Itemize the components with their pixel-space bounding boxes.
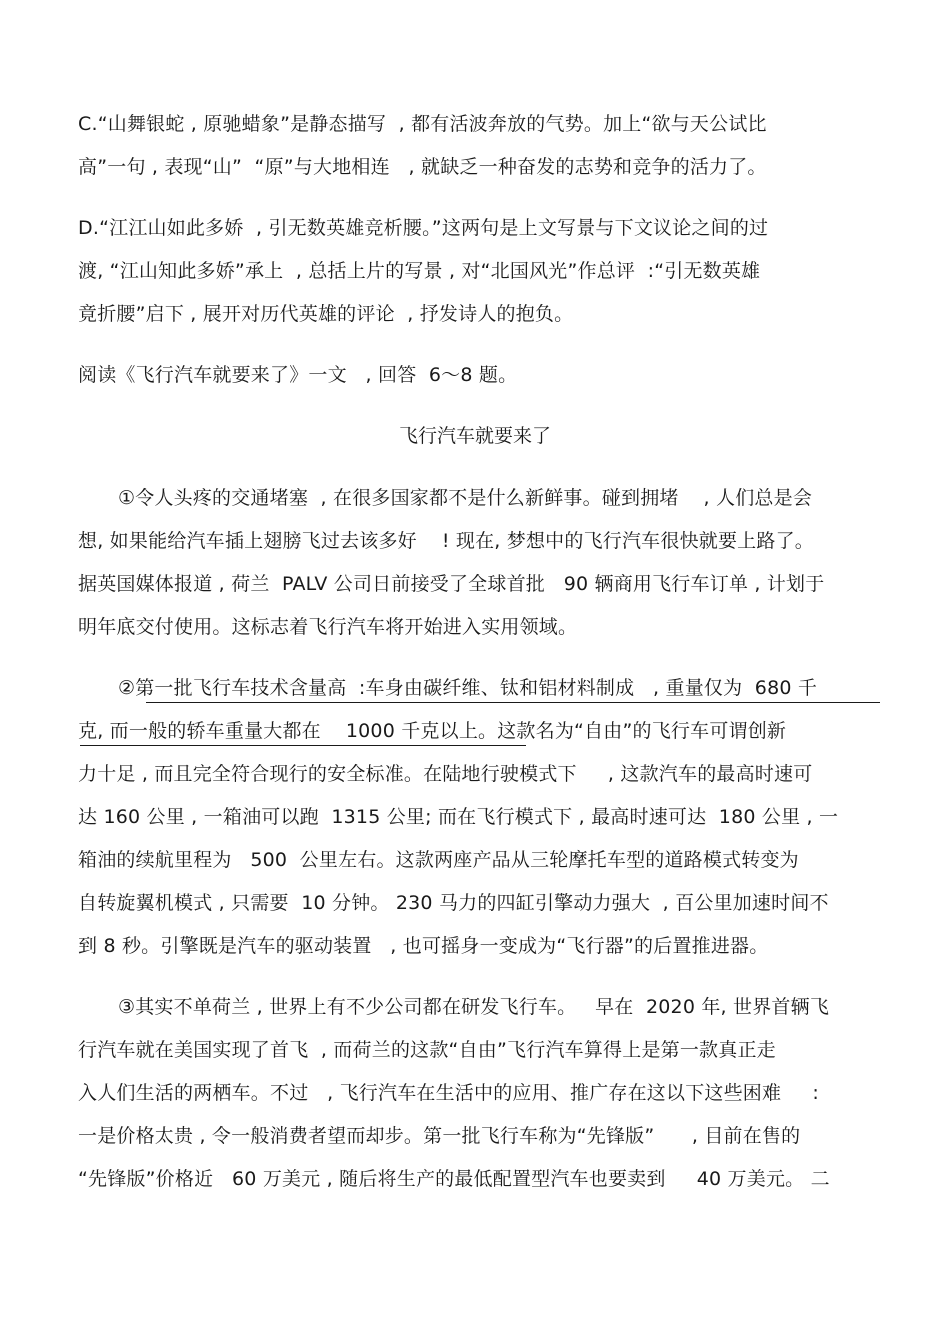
paragraph-1-line-4: 明年底交付使用。这标志着飞行汽车将开始进入实用领域。 bbox=[78, 616, 578, 638]
paragraph-2-line-2-rest: 这款名为“自由”的飞行车可谓创新 bbox=[497, 720, 787, 742]
paragraph-3-line-4: 一是价格太贵 , 令一般消费者望而却步。第一批飞行车称为“先锋版” , 目前在售的 bbox=[78, 1125, 801, 1147]
underline-1 bbox=[146, 702, 880, 703]
paragraph-2-line-6: 自转旋翼机模式 , 只需要 10 分钟。 230 马力的四缸引擎动力强大 , 百公里加速时间不 bbox=[78, 892, 829, 914]
underlined-sentence-part-1: 第一批飞行车技术含量高 :车身由碳纤维、钛和铝材料制成 , 重量仅为 680 千 bbox=[135, 677, 818, 699]
paragraph-1-line-2: 想, 如果能给汽车插上翅膀飞过去该多好 ! 现在, 梦想中的飞行汽车很快就要上路了。 bbox=[78, 530, 814, 552]
option-d-line-3: 竟折腰”启下 , 展开对历代英雄的评论 , 抒发诗人的抱负。 bbox=[78, 303, 574, 325]
paragraph-2-line-4: 达 160 公里 , 一箱油可以跑 1315 公里; 而在飞行模式下 , 最高时速可达 180 公里 , 一 bbox=[78, 806, 839, 828]
paragraph-2-number: ② bbox=[118, 677, 136, 699]
paragraph-1-line-3: 据英国媒体报道 , 荷兰 PALV 公司日前接受了全球首批 90 辆商用飞行车订单 , 计划于 bbox=[78, 573, 825, 595]
paragraph-3-line-2: 行汽车就在美国实现了首飞 , 而荷兰的这款“自由”飞行汽车算得上是第一款真正走 bbox=[78, 1039, 776, 1061]
reading-instruction: 阅读《飞行汽车就要来了》一文 , 回答 6～8 题。 bbox=[78, 364, 518, 386]
paragraph-2-line-1 bbox=[118, 676, 817, 700]
option-d-line-2: 渡, “江山知此多娇”承上 , 总括上片的写景 , 对“北国风光”作总评 :“引无数英雄 bbox=[78, 260, 761, 282]
option-d-line-1: D.“江江山如此多娇 , 引无数英雄竞析腰。”这两句是上文写景与下文议论之间的过 bbox=[78, 217, 769, 239]
paragraph-3-line-1: ③其实不单荷兰 , 世界上有不少公司都在研发飞行车。 早在 2020 年, 世界首辆飞 bbox=[118, 996, 830, 1018]
underlined-sentence-part-2: 克, 而一般的轿车重量大都在 1000 千克以上。 bbox=[78, 720, 498, 742]
article-title: 飞行汽车就要来了 bbox=[398, 425, 551, 447]
paragraph-2-line-3: 力十足 , 而且完全符合现行的安全标准。在陆地行驶模式下 , 这款汽车的最高时速可 bbox=[78, 763, 813, 785]
paragraph-2-line-5: 箱油的续航里程为 500 公里左右。这款两座产品从三轮摩托车型的道路模式转变为 bbox=[78, 849, 799, 871]
option-c-line-2: 高”一句 , 表现“山” “原”与大地相连 , 就缺乏一种奋发的志势和竞争的活力了。 bbox=[78, 156, 767, 178]
paragraph-3-line-5: “先锋版”价格近 60 万美元 , 随后将生产的最低配置型汽车也要卖到 40 万美元。 二 bbox=[78, 1168, 830, 1190]
paragraph-2-line-2 bbox=[78, 719, 786, 743]
paragraph-2-line-7: 到 8 秒。引擎既是汽车的驱动装置 , 也可摇身一变成为“飞行器”的后置推进器。 bbox=[78, 935, 769, 957]
underline-2 bbox=[80, 745, 526, 746]
paragraph-1-line-1: ①令人头疼的交通堵塞 , 在很多国家都不是什么新鲜事。碰到拥堵 , 人们总是会 bbox=[118, 487, 813, 509]
paragraph-3-line-3: 入人们生活的两栖车。不过 , 飞行汽车在生活中的应用、推广存在这以下这些困难 : bbox=[78, 1082, 819, 1104]
option-c-line-1: C.“山舞银蛇 , 原驰蜡象”是静态描写 , 都有活波奔放的气势。加上“欲与天公试比 bbox=[78, 113, 767, 135]
